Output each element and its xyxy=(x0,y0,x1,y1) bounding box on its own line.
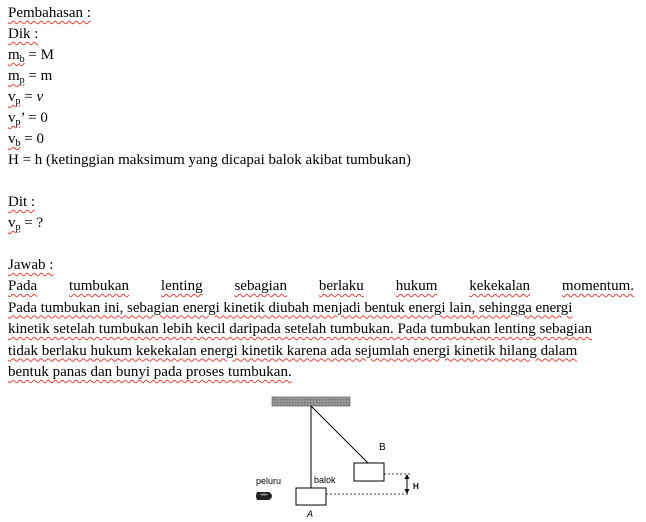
given-vp: $v_p = v$ xyxy=(8,89,44,107)
answer-line-1-word: momentum. xyxy=(561,278,634,294)
answer-paragraph xyxy=(8,276,634,384)
answer-line-1-word: kekekalan xyxy=(469,278,531,294)
ballistic-pendulum-figure xyxy=(250,393,440,522)
label-balok: balok xyxy=(314,475,336,485)
section-header: Pembahasan : xyxy=(8,5,91,21)
answer-line-1-word: lenting xyxy=(160,278,203,294)
label-peluru: peluru xyxy=(256,476,282,486)
document-body xyxy=(8,3,634,384)
answer-title: Jawab : xyxy=(8,257,54,273)
block-at-B xyxy=(354,463,384,481)
height-arrow-head-up xyxy=(405,474,410,479)
ceiling-support xyxy=(272,397,350,406)
answer-line-1-word: sebagian xyxy=(234,278,287,294)
bullet xyxy=(256,492,272,500)
bullet-highlight xyxy=(260,494,268,496)
answer-line-1-word: Pada xyxy=(8,278,38,294)
given-vb: $v_b = 0$ xyxy=(8,131,44,149)
asked-title: Dit : xyxy=(8,194,36,210)
string-swung xyxy=(311,406,368,463)
answer-line-4: tidak berlaku hukum kekekalan energi kinetik karena ada sejumlah energi kinetik hilang dalam xyxy=(8,342,578,359)
answer-line-1 xyxy=(8,276,634,298)
given-mp: $m_p = m$ xyxy=(8,68,53,86)
answer-line-1-word: hukum xyxy=(395,278,438,294)
label-A: A xyxy=(307,509,314,519)
answer-line-3: kinetik setelah tumbukan lebih kecil daripada setelah tumbukan. Pada tumbukan lenting sebagian xyxy=(8,321,593,337)
given-mb: $m_b = M$ xyxy=(8,47,54,65)
label-B: B xyxy=(379,442,386,453)
given-vp-prime: $v_p$’ = 0 xyxy=(8,110,48,128)
block-at-A xyxy=(296,488,326,505)
answer-line-1-word: tumbukan xyxy=(69,278,130,294)
given-title: Dik : xyxy=(8,26,39,42)
height-arrow-head-down xyxy=(405,489,410,494)
label-H: H xyxy=(413,482,419,491)
asked-vp: $v_p$ = ? xyxy=(8,215,44,233)
given-height: H = h (ketinggian maksimum yang dicapai balok akibat tumbukan) xyxy=(8,152,411,168)
answer-line-2: Pada tumbukan ini, sebagian energi kinetik diubah menjadi bentuk energi lain, sehingga energi xyxy=(8,299,573,316)
answer-line-1-word: berlaku xyxy=(318,278,364,294)
answer-line-5: bentuk panas dan bunyi pada proses tumbukan. xyxy=(8,364,292,380)
